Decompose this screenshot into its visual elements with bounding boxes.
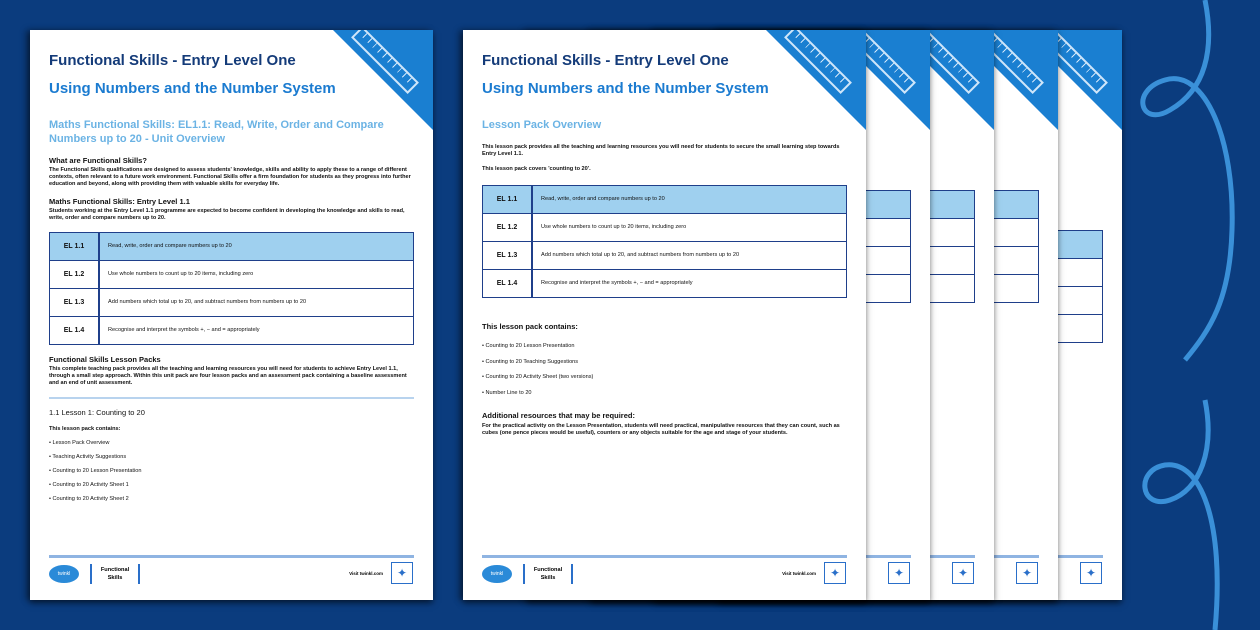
objective-text: Read, write, order and compare numbers up to 20 <box>532 186 847 214</box>
visit-link: Visit twinkl.com <box>782 571 816 576</box>
objective-text: Use whole numbers to count up to 20 items, including zero <box>99 261 414 289</box>
list-item: • Counting to 20 Activity Sheet 2 <box>49 492 414 506</box>
badge-line: Functional <box>100 567 130 573</box>
footer-line <box>49 555 414 558</box>
additional-title: Additional resources that may be required: <box>482 411 635 420</box>
table-row <box>483 214 847 242</box>
objective-code: EL 1.1 <box>483 186 533 214</box>
covers-text: This lesson pack covers 'counting to 20'. <box>482 166 591 172</box>
section-heading: Lesson Pack Overview <box>482 119 602 131</box>
packs-text: This complete teaching pack provides all the teaching and learning resources you will need for students to achieve Entry Level 1.1, through a small step approach. Within this unit pack are four lesson packs and an assessment pack containing a baseline assessment and an end of unit assessment. <box>49 366 407 386</box>
contains-title: This lesson pack contains: <box>49 426 121 432</box>
page-title: Functional Skills - Entry Level One <box>482 52 729 69</box>
objective-text: Recognise and interpret the symbols +, − and = appropriately <box>99 317 414 345</box>
footer-line <box>482 555 847 558</box>
contains-title: This lesson pack contains: <box>482 322 578 331</box>
page-content <box>482 118 847 437</box>
crest-icon: ✦ <box>1016 562 1038 584</box>
objective-code: EL 1.2 <box>50 261 100 289</box>
lesson-title: 1.1 Lesson 1: Counting to 20 <box>49 408 145 417</box>
table-row <box>50 289 414 317</box>
list-item: • Lesson Pack Overview <box>49 436 414 450</box>
page-content <box>49 118 414 506</box>
corner-ribbon <box>766 30 866 130</box>
objective-text: Recognise and interpret the symbols +, − and = appropriately <box>532 270 847 298</box>
contents-list <box>49 436 414 506</box>
what-title: What are Functional Skills? <box>49 156 147 165</box>
lesson-pack-overview-page <box>463 30 866 600</box>
objective-text: Use whole numbers to count up to 20 items, including zero <box>532 214 847 242</box>
contents-list <box>482 339 847 401</box>
objective-text: Add numbers which total up to 20, and subtract numbers from numbers up to 20 <box>99 289 414 317</box>
additional-text: For the practical activity on the Lesson Presentation, students will need practical, manipulative resources that they can count, such as cubes (one pence pieces would be useful), counters or any objects suitable for the age and stage of your students. <box>482 423 840 436</box>
divider <box>49 397 414 399</box>
intro-text: This lesson pack provides all the teaching and learning resources you will need for students to secure the small learning step towards Entry Level 1.1. <box>482 144 840 157</box>
table-row <box>483 270 847 298</box>
table-row <box>483 242 847 270</box>
badge-line: Functional <box>533 567 563 573</box>
entry-text: Students working at the Entry Level 1.1 programme are expected to become confident in developing the knowledge and skills to read, write, order and compare numbers up to 20. <box>49 208 405 221</box>
page-subtitle: Using Numbers and the Number System <box>49 80 336 97</box>
unit-overview-page <box>30 30 433 600</box>
objective-code: EL 1.1 <box>50 233 100 261</box>
crest-icon: ✦ <box>391 562 413 584</box>
crest-icon: ✦ <box>952 562 974 584</box>
list-item: • Counting to 20 Lesson Presentation <box>482 339 847 355</box>
badge-line: Skills <box>107 575 123 581</box>
objective-text: Read, write, order and compare numbers up to 20 <box>99 233 414 261</box>
functional-skills-badge <box>90 564 140 584</box>
entry-title: Maths Functional Skills: Entry Level 1.1 <box>49 197 190 206</box>
what-text: The Functional Skills qualifications are designed to assess students' knowledge, skills and ability to apply these to a range of different contexts, often relevant to a future work environment. Functional Skills offer a firm foundation for students as they progress into further education and beyond, along with providing them with valuable skills for everyday life. <box>49 167 411 187</box>
list-item: • Number Line to 20 <box>482 386 847 402</box>
objectives-table <box>482 185 847 298</box>
objective-code: EL 1.4 <box>50 317 100 345</box>
list-item: • Counting to 20 Lesson Presentation <box>49 464 414 478</box>
objective-code: EL 1.3 <box>50 289 100 317</box>
corner-ribbon <box>333 30 433 130</box>
objective-code: EL 1.2 <box>483 214 533 242</box>
objective-code: EL 1.3 <box>483 242 533 270</box>
table-row <box>483 186 847 214</box>
brand-logo: twinkl <box>482 565 512 583</box>
list-item: • Counting to 20 Activity Sheet 1 <box>49 478 414 492</box>
page-subtitle: Using Numbers and the Number System <box>482 80 769 97</box>
list-item: • Counting to 20 Teaching Suggestions <box>482 355 847 371</box>
table-row <box>50 261 414 289</box>
objective-code: EL 1.4 <box>483 270 533 298</box>
section-heading: Maths Functional Skills: EL1.1: Read, Write, Order and Compare Numbers up to 20 - Unit Overview <box>49 119 384 145</box>
table-row <box>50 317 414 345</box>
objectives-table <box>49 232 414 345</box>
crest-icon: ✦ <box>1080 562 1102 584</box>
crest-icon: ✦ <box>888 562 910 584</box>
brand-logo: twinkl <box>49 565 79 583</box>
visit-link: Visit twinkl.com <box>349 571 383 576</box>
page-title: Functional Skills - Entry Level One <box>49 52 296 69</box>
functional-skills-badge <box>523 564 573 584</box>
objective-text: Add numbers which total up to 20, and subtract numbers from numbers up to 20 <box>532 242 847 270</box>
table-row <box>50 233 414 261</box>
badge-line: Skills <box>540 575 556 581</box>
list-item: • Teaching Activity Suggestions <box>49 450 414 464</box>
list-item: • Counting to 20 Activity Sheet (two versions) <box>482 370 847 386</box>
packs-title: Functional Skills Lesson Packs <box>49 355 161 364</box>
crest-icon: ✦ <box>824 562 846 584</box>
